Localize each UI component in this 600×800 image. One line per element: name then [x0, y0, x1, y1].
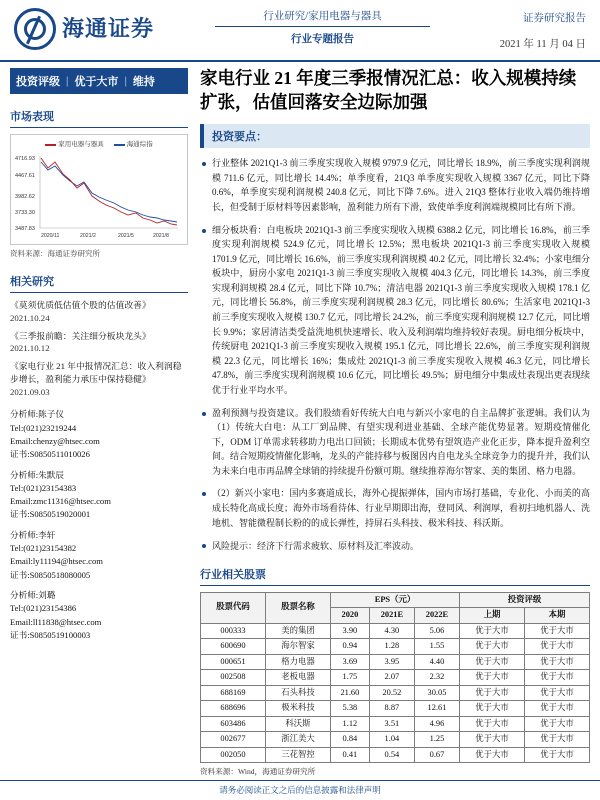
- cell-rating-prev: 优于大市: [460, 701, 525, 717]
- cell-name: 石头科技: [265, 685, 330, 701]
- cell-eps-2022e: 1.55: [414, 639, 459, 655]
- cell-rating-curr: 优于大市: [525, 701, 590, 717]
- analyst-email[interactable]: Email:zmc11316@htsec.com: [10, 496, 111, 507]
- analyst-cert: 证书:S0850511010026: [10, 449, 90, 460]
- related-stocks-table: [200, 592, 590, 764]
- table-row[interactable]: [201, 716, 590, 732]
- paragraph-overall: 行业整体 2021Q1-3 前三季度实现收入规模 9797.9 亿元，同比增长 18.9%，前三季度实现利润规模 711.6 亿元，同比增长 14.4%；单季度看，21Q3 单季度实现收入规模 3367 亿元，同比下降 0.6%，单季度实现利润规模 240.8 亿元，同比下降 7.6%。进入 21Q3 整体行业收入端仍维持增长，但受制于原材料等因素影响，盈利能力所有下滑，致使单季度利润端规模同比有所下滑。: [200, 156, 590, 214]
- analyst-list: [10, 408, 188, 642]
- cell-eps-2020: 0.94: [330, 639, 369, 655]
- cell-code: 000651: [201, 654, 266, 670]
- rating-label: 投资评级: [16, 76, 60, 88]
- cell-code: 688169: [201, 685, 266, 701]
- stock-table-title: 行业相关股票: [200, 566, 590, 586]
- th-name: 股票名称: [265, 592, 330, 623]
- th-eps-2021e: 2021E: [369, 608, 414, 624]
- cell-name: 浙江美大: [265, 732, 330, 748]
- cell-name: 格力电器: [265, 654, 330, 670]
- cell-rating-curr: 优于大市: [525, 654, 590, 670]
- related-text: 《家电行业 21 年中报情况汇总：收入利润稳步增长，盈利能力承压中保持稳健》: [10, 361, 182, 384]
- legend-item-industry: 家用电器与器具: [45, 139, 104, 148]
- analyst-name: 分析师:朱默辰: [10, 469, 64, 480]
- cell-rating-curr: 优于大市: [525, 716, 590, 732]
- cell-code: 002050: [201, 747, 266, 763]
- cell-rating-prev: 优于大市: [460, 654, 525, 670]
- cell-eps-2020: 5.38: [330, 701, 369, 717]
- analyst-cert: 证书:S0850518080005: [10, 569, 91, 580]
- cell-rating-prev: 优于大市: [460, 623, 525, 639]
- cell-eps-2021e: 4.30: [369, 623, 414, 639]
- cell-rating-curr: 优于大市: [525, 685, 590, 701]
- cell-rating-curr: 优于大市: [525, 670, 590, 686]
- th-rating-group: 投资评级: [460, 592, 590, 608]
- paragraph-segments: 细分板块看：白电板块 2021Q1-3 前三季度实现收入规模 6388.2 亿元，同比增长 16.8%，前三季度实现利润规模 524.9 亿元，同比增长 12.5%；黑电板块 2021Q1-3 前三季度实现收入规模 1701.9 亿元，同比增长 16.6%，前三季度实现利润规模 40.2 亿元，同比增长 32.4%；小家电细分板块中，厨房小家电 2021Q1-3 前三季度实现收入规模 404.3 亿元，同比增长 14.3%，前三季度实现利润规模 28.4 亿元，同比下降 10.7%；清洁电器 2021Q1-3 前三季度实现收入规模 178.1 亿元，同比增长 56.8%，前三季度实现利润规模 28.3 亿元，同比增长 80.6%；生活家电 2021Q1-3 前三季度实现收入规模 130.7 亿元，同比增长 24.2%，前三季度实现利润规模 12.7 亿元，同比增长 9.9%；家居清洁类受益洗地机快速增长、收入及利润端均维持较好表现。厨电细分板块中，传统厨电 2021Q1-3 前三季度实现收入规模 195.1 亿元，同比增长 22.6%，前三季度实现利润规模 22.3 亿元，同比增长 16%；集成灶 2021Q1-3 前三季度实现收入规模 46.3 亿元，同比增长 47.8%，前三季度实现利润规模 10.6 亿元，同比增长 49.5%；厨电细分中集成灶表现出更表现续优于行业平均水平。: [200, 223, 590, 398]
- cell-eps-2022e: 30.05: [414, 685, 459, 701]
- cell-eps-2020: 0.41: [330, 747, 369, 763]
- cell-code: 002508: [201, 670, 266, 686]
- risk-warning: 风险提示：经济下行需求疲软、原材料及汇率波动。: [200, 539, 590, 553]
- cell-eps-2022e: 4.40: [414, 654, 459, 670]
- cell-code: 002677: [201, 732, 266, 748]
- industry-label: 行业研究/家用电器与器具: [215, 8, 430, 27]
- cell-name: 三花智控: [265, 747, 330, 763]
- brand-name: 海通证券: [62, 16, 155, 41]
- th-rating-curr: 本期: [525, 608, 590, 624]
- table-row[interactable]: [201, 623, 590, 639]
- table-row[interactable]: [201, 732, 590, 748]
- th-rating-prev: 上期: [460, 608, 525, 624]
- divider: |: [124, 75, 127, 87]
- cell-eps-2020: 1.12: [330, 716, 369, 732]
- table-row[interactable]: [201, 701, 590, 717]
- investment-rating-bar: [10, 68, 188, 94]
- analyst-email[interactable]: Email:chenzy@htsec.com: [10, 435, 100, 446]
- analyst-tel: Tel:(021)23154386: [10, 603, 77, 614]
- analyst-tel: Tel:(021)23154382: [10, 543, 77, 554]
- th-eps-2020: 2020: [330, 608, 369, 624]
- cell-eps-2020: 1.75: [330, 670, 369, 686]
- list-item[interactable]: [10, 330, 188, 356]
- cell-rating-prev: 优于大市: [460, 685, 525, 701]
- cell-rating-curr: 优于大市: [525, 732, 590, 748]
- analyst-block: [10, 589, 188, 642]
- table-row[interactable]: [201, 654, 590, 670]
- svg-text:2021/5: 2021/5: [118, 233, 134, 239]
- legend-item-index: 海通综指: [114, 139, 153, 148]
- svg-text:4716.93: 4716.93: [15, 156, 35, 162]
- cell-rating-prev: 优于大市: [460, 732, 525, 748]
- paragraph-forecast: 盈利预测与投资建议。我们股绩看好传统大白电与新兴小家电的自主品牌扩张逻辑。我们认为（1）传统大白电：从工厂到品牌、有望实现利进业基础、全球产能优势显著。短期疫情催化下，ODM 订单需求转移助力电出口回锁；长期成本优势有望筑造产业化正步，降本提升盈利空间。结合短期疫情催化影响，龙头的产能持移与板图因内自电龙头全球竞争力的提升并，我们认为未来白电市再品牌全球销的持续提升份额可期。继续推荐海尔智家、美的集团、格力电器。: [200, 406, 590, 479]
- analyst-email[interactable]: Email:ly11194@htsec.com: [10, 556, 103, 567]
- brand-logo: [14, 8, 154, 50]
- cell-eps-2020: 0.84: [330, 732, 369, 748]
- svg-text:3982.62: 3982.62: [15, 194, 35, 200]
- cell-code: 688696: [201, 701, 266, 717]
- cell-eps-2021e: 3.51: [369, 716, 414, 732]
- related-date: 2021.10.12: [10, 343, 50, 354]
- svg-text:2021/2: 2021/2: [80, 233, 96, 239]
- cell-eps-2022e: 4.96: [414, 716, 459, 732]
- chart-canvas: [14, 150, 182, 242]
- cell-eps-2021e: 1.28: [369, 639, 414, 655]
- svg-text:2021/8: 2021/8: [153, 233, 169, 239]
- cell-eps-2021e: 20.52: [369, 685, 414, 701]
- cell-eps-2022e: 2.32: [414, 670, 459, 686]
- th-eps-2022e: 2022E: [414, 608, 459, 624]
- cell-eps-2021e: 8.87: [369, 701, 414, 717]
- cell-eps-2022e: 12.61: [414, 701, 459, 717]
- analyst-email[interactable]: Email:ll11838@htsec.com: [10, 616, 102, 627]
- cell-eps-2021e: 1.04: [369, 732, 414, 748]
- investment-points-header: 投资要点：: [200, 124, 590, 148]
- analyst-name: 分析师:陈子仪: [10, 409, 64, 420]
- report-type-label: 行业专题报告: [291, 34, 354, 45]
- analyst-cert: 证书:S0850519100003: [10, 629, 91, 640]
- research-label: 证券研究报告: [523, 13, 586, 24]
- chart-legend: [14, 139, 184, 148]
- report-date: 2021 年 11 月 04 日: [499, 39, 586, 50]
- page-footer: 请务必阅读正文之后的信息披露和法律声明: [0, 780, 600, 796]
- table-header-row: [201, 592, 590, 608]
- related-research-title: 相关研究: [10, 273, 188, 293]
- header-right: [500, 10, 586, 51]
- related-text: 《三季报前瞻：关注细分板块龙头》: [10, 330, 151, 341]
- table-row[interactable]: [201, 685, 590, 701]
- svg-text:3733.30: 3733.30: [15, 210, 35, 216]
- cell-rating-prev: 优于大市: [460, 639, 525, 655]
- rating-value: 优于大市: [74, 76, 119, 88]
- related-date: 2021.10.24: [10, 312, 50, 323]
- cell-eps-2021e: 3.95: [369, 654, 414, 670]
- market-performance-title: 市场表现: [10, 108, 188, 128]
- cell-name: 极米科技: [265, 701, 330, 717]
- cell-eps-2021e: 2.07: [369, 670, 414, 686]
- svg-text:3487.83: 3487.83: [15, 226, 35, 232]
- cell-name: 科沃斯: [265, 716, 330, 732]
- cell-eps-2020: 21.60: [330, 685, 369, 701]
- cell-eps-2022e: 5.06: [414, 623, 459, 639]
- chart-source: 资料来源：海通证券研究所: [10, 249, 100, 258]
- th-eps-group: EPS（元）: [330, 592, 459, 608]
- list-item[interactable]: [10, 299, 188, 325]
- cell-code: 600690: [201, 639, 266, 655]
- analyst-tel: Tel:(021)23154383: [10, 482, 77, 493]
- th-code: 股票代码: [201, 592, 266, 623]
- cell-code: 603486: [201, 716, 266, 732]
- table-row[interactable]: [201, 670, 590, 686]
- cell-eps-2022e: 0.67: [414, 747, 459, 763]
- related-research-list: [10, 299, 188, 398]
- cell-rating-prev: 优于大市: [460, 716, 525, 732]
- cell-rating-prev: 优于大市: [460, 747, 525, 763]
- list-item[interactable]: [10, 360, 188, 398]
- cell-name: 海尔智家: [265, 639, 330, 655]
- cell-eps-2021e: 0.54: [369, 747, 414, 763]
- cell-eps-2022e: 1.25: [414, 732, 459, 748]
- related-date: 2021.09.03: [10, 386, 50, 397]
- cell-eps-2020: 3.69: [330, 654, 369, 670]
- svg-text:2020/11: 2020/11: [41, 233, 60, 239]
- analyst-block: [10, 469, 188, 522]
- header-center: [215, 8, 430, 46]
- analyst-block: [10, 529, 188, 582]
- analyst-cert: 证书:S0850519020001: [10, 509, 91, 520]
- table-row[interactable]: [201, 747, 590, 763]
- page-header: [0, 0, 600, 62]
- haitong-logo-icon: [14, 8, 56, 50]
- paragraph-small-appliance: （2）新兴小家电：国内多赛道成长，海外心提振弹体，国内市场打基础，专业化、小而美的高成长特化高成长度；海外市场看待体、行业早期即出海，登同风、利润厚，看初扫地机器人、洗地机、智能微程制长粉的的成长弹性，持屏石头科技、极米科技、科沃斯。: [200, 486, 590, 530]
- cell-rating-curr: 优于大市: [525, 747, 590, 763]
- table-source: 资料来源：Wind，海通证券研究所: [200, 767, 316, 777]
- market-performance-chart: [10, 134, 188, 245]
- analyst-block: [10, 408, 188, 461]
- related-text: 《莫须优质低估值个股的估值改善》: [10, 300, 151, 310]
- analyst-name: 分析师:刘璐: [10, 590, 56, 600]
- sidebar: [10, 68, 188, 649]
- cell-rating-curr: 优于大市: [525, 623, 590, 639]
- svg-text:4467.61: 4467.61: [15, 173, 35, 179]
- cell-name: 美的集团: [265, 623, 330, 639]
- cell-name: 老板电器: [265, 670, 330, 686]
- cell-rating-curr: 优于大市: [525, 639, 590, 655]
- analyst-tel: Tel:(021)23219244: [10, 422, 77, 433]
- rating-state: 维持: [132, 76, 155, 88]
- main-content: [200, 66, 590, 777]
- page-title: 家电行业 21 年度三季报情况汇总：收入规模持续扩张，估值回落安全边际加强: [200, 68, 577, 113]
- cell-rating-prev: 优于大市: [460, 670, 525, 686]
- divider: |: [66, 75, 69, 87]
- cell-code: 000333: [201, 623, 266, 639]
- table-row[interactable]: [201, 639, 590, 655]
- cell-eps-2020: 3.90: [330, 623, 369, 639]
- analyst-name: 分析师:李轩: [10, 529, 56, 540]
